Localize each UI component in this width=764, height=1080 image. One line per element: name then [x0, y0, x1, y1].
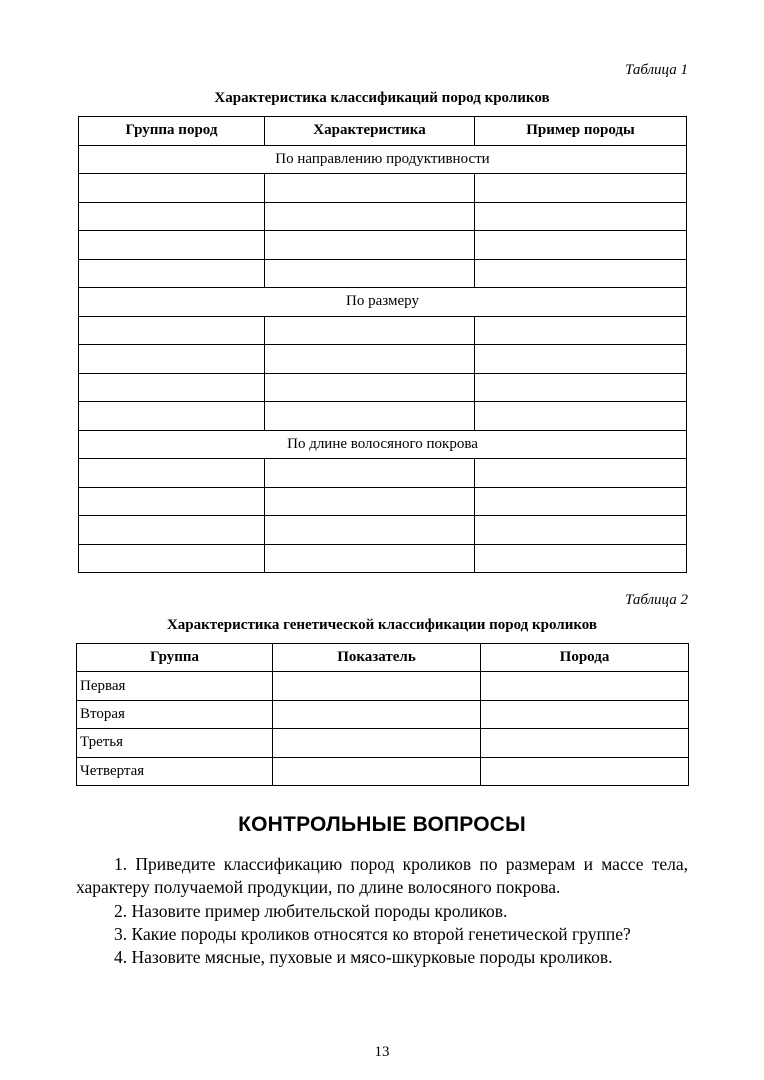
- table-row: [79, 373, 687, 402]
- table-cell: [475, 544, 687, 573]
- table2-header-row: [77, 644, 689, 672]
- table-cell: [475, 402, 687, 431]
- table-cell: [265, 259, 475, 288]
- page-number: 13: [374, 1044, 390, 1060]
- table-cell: [475, 487, 687, 516]
- question-item: 2. Назовите пример любительской породы кроликов.: [114, 900, 508, 921]
- table-cell: [475, 231, 687, 260]
- table2-header-cell: Порода: [481, 644, 689, 672]
- table-cell: [79, 402, 265, 431]
- table-cell: [79, 345, 265, 374]
- table-cell: [475, 459, 687, 488]
- table2: [76, 643, 689, 786]
- table-cell: [273, 700, 481, 728]
- table-cell: [481, 757, 689, 785]
- table1-group-row: [79, 288, 687, 317]
- table-cell: [265, 345, 475, 374]
- table2-title: Характеристика генетической классификации пород кроликов: [166, 617, 598, 633]
- table-row: [79, 487, 687, 516]
- table1: [78, 116, 687, 573]
- table-row: [77, 672, 689, 700]
- table-row: [79, 516, 687, 545]
- table1-group-row: [79, 145, 687, 174]
- question-item: 4. Назовите мясные, пуховые и мясо-шкурковые породы кроликов.: [114, 947, 613, 968]
- table-row: [79, 459, 687, 488]
- table-cell: [79, 231, 265, 260]
- table2-header-cell: Группа: [77, 644, 273, 672]
- table-cell: [481, 672, 689, 700]
- table2-row-label: Третья: [77, 729, 273, 757]
- table1-header-cell: Характеристика: [265, 117, 475, 146]
- table-cell: [265, 402, 475, 431]
- question-item: 3. Какие породы кроликов относятся ко второй генетической группе?: [114, 923, 631, 944]
- table-row: [79, 259, 687, 288]
- table-cell: [265, 459, 475, 488]
- table1-group-label: По длине волосяного покрова: [79, 430, 687, 459]
- table-cell: [79, 202, 265, 231]
- question-item: 1. Приведите классификацию пород кроликов по размерам и массе тела, характеру получаемой продукции, по длине волосяного покрова.: [76, 854, 688, 898]
- table-cell: [273, 729, 481, 757]
- table2-header-cell: Показатель: [273, 644, 481, 672]
- table-cell: [475, 202, 687, 231]
- table1-title: Характеристика классификаций пород кроликов: [214, 90, 550, 106]
- table-cell: [79, 316, 265, 345]
- table-cell: [475, 373, 687, 402]
- table-cell: [79, 459, 265, 488]
- questions-heading: КОНТРОЛЬНЫЕ ВОПРОСЫ: [238, 813, 526, 836]
- table1-header-cell: Пример породы: [475, 117, 687, 146]
- table-cell: [273, 672, 481, 700]
- table-cell: [481, 729, 689, 757]
- table-cell: [475, 316, 687, 345]
- table2-label: Таблица 2: [625, 592, 688, 608]
- table-cell: [79, 259, 265, 288]
- table-cell: [79, 174, 265, 203]
- table-cell: [79, 544, 265, 573]
- table-row: [77, 757, 689, 785]
- table-cell: [265, 516, 475, 545]
- table-row: [79, 402, 687, 431]
- table-cell: [475, 259, 687, 288]
- table-cell: [265, 202, 475, 231]
- table-cell: [265, 231, 475, 260]
- table-row: [77, 729, 689, 757]
- table1-group-label: По направлению продуктивности: [79, 145, 687, 174]
- table-cell: [265, 373, 475, 402]
- table-cell: [265, 487, 475, 516]
- table-row: [79, 345, 687, 374]
- questions-list: [76, 853, 688, 969]
- table1-group-label: По размеру: [79, 288, 687, 317]
- table-cell: [273, 757, 481, 785]
- table-cell: [475, 345, 687, 374]
- table-cell: [475, 174, 687, 203]
- table-cell: [265, 316, 475, 345]
- table-row: [79, 316, 687, 345]
- table2-row-label: Первая: [77, 672, 273, 700]
- table-cell: [79, 516, 265, 545]
- table1-label: Таблица 1: [625, 62, 688, 78]
- table2-row-label: Четвертая: [77, 757, 273, 785]
- table-row: [79, 231, 687, 260]
- table-row: [79, 174, 687, 203]
- table-row: [77, 700, 689, 728]
- table-cell: [481, 700, 689, 728]
- table2-row-label: Вторая: [77, 700, 273, 728]
- table-row: [79, 202, 687, 231]
- table-cell: [79, 487, 265, 516]
- table-row: [79, 544, 687, 573]
- table1-header-cell: Группа пород: [79, 117, 265, 146]
- table1-group-row: [79, 430, 687, 459]
- table-cell: [265, 174, 475, 203]
- table-cell: [79, 373, 265, 402]
- table1-header-row: [79, 117, 687, 146]
- table-cell: [475, 516, 687, 545]
- table-cell: [265, 544, 475, 573]
